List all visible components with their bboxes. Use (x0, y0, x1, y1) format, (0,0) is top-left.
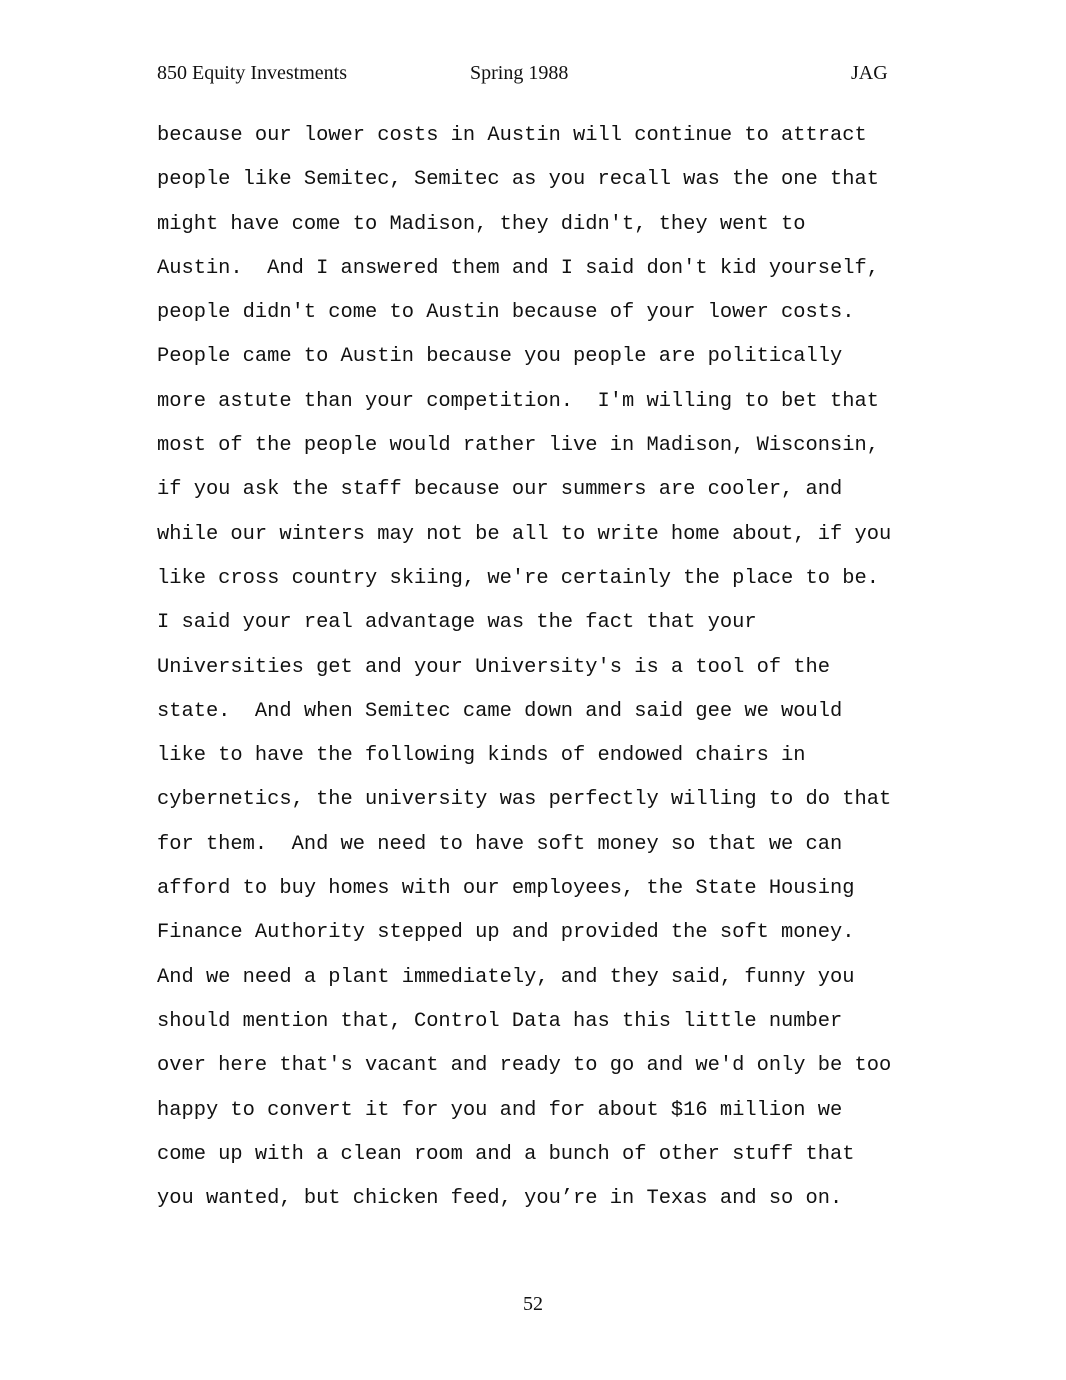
text-line: afford to buy homes with our employees, the State Housing (157, 877, 855, 901)
text-line: people like Semitec, Semitec as you recall was the one that (157, 168, 879, 192)
text-line: I said your real advantage was the fact that your (157, 611, 757, 635)
text-line: more astute than your competition. I'm willing to bet that (157, 389, 879, 413)
text-line: like to have the following kinds of endowed chairs in (157, 744, 806, 768)
text-line: over here that's vacant and ready to go and we'd only be too (157, 1054, 892, 1078)
text-line: Universities get and your University's is a tool of the (157, 655, 831, 679)
text-line: And we need a plant immediately, and they said, funny you (157, 965, 855, 989)
text-line: people didn't come to Austin because of your lower costs. (157, 301, 855, 325)
term-label: Spring 1988 (470, 62, 569, 84)
text-line: for them. And we need to have soft money so that we can (157, 832, 843, 856)
text-line: come up with a clean room and a bunch of other stuff that (157, 1142, 855, 1166)
text-line: cybernetics, the university was perfectly willing to do that (157, 788, 892, 812)
text-line: Austin. And I answered them and I said don't kid yourself, (157, 256, 879, 280)
text-line: because our lower costs in Austin will continue to attract (157, 124, 867, 147)
text-line: should mention that, Control Data has this little number (157, 1009, 843, 1033)
text-line: happy to convert it for you and for about $16 million we (157, 1098, 843, 1122)
text-line: People came to Austin because you people are politically (157, 345, 843, 369)
text-line: if you ask the staff because our summers are cooler, and (157, 478, 843, 502)
text-line: most of the people would rather live in Madison, Wisconsin, (157, 434, 879, 458)
text-line: state. And when Semitec came down and said gee we would (157, 699, 843, 723)
page-header (0, 62, 1066, 92)
text-line: you wanted, but chicken feed, you’re in Texas and so on. (157, 1187, 843, 1211)
course-title: 850 Equity Investments (157, 62, 347, 84)
text-line: like cross country skiing, we're certainly the place to be. (157, 566, 879, 590)
transcript-body (157, 114, 937, 1221)
text-line: while our winters may not be all to write home about, if you (157, 522, 892, 546)
page-number: 52 (523, 1293, 543, 1315)
text-line: might have come to Madison, they didn't, they went to (157, 212, 806, 236)
text-line: Finance Authority stepped up and provided the soft money. (157, 921, 855, 945)
author-initials: JAG (851, 62, 888, 84)
